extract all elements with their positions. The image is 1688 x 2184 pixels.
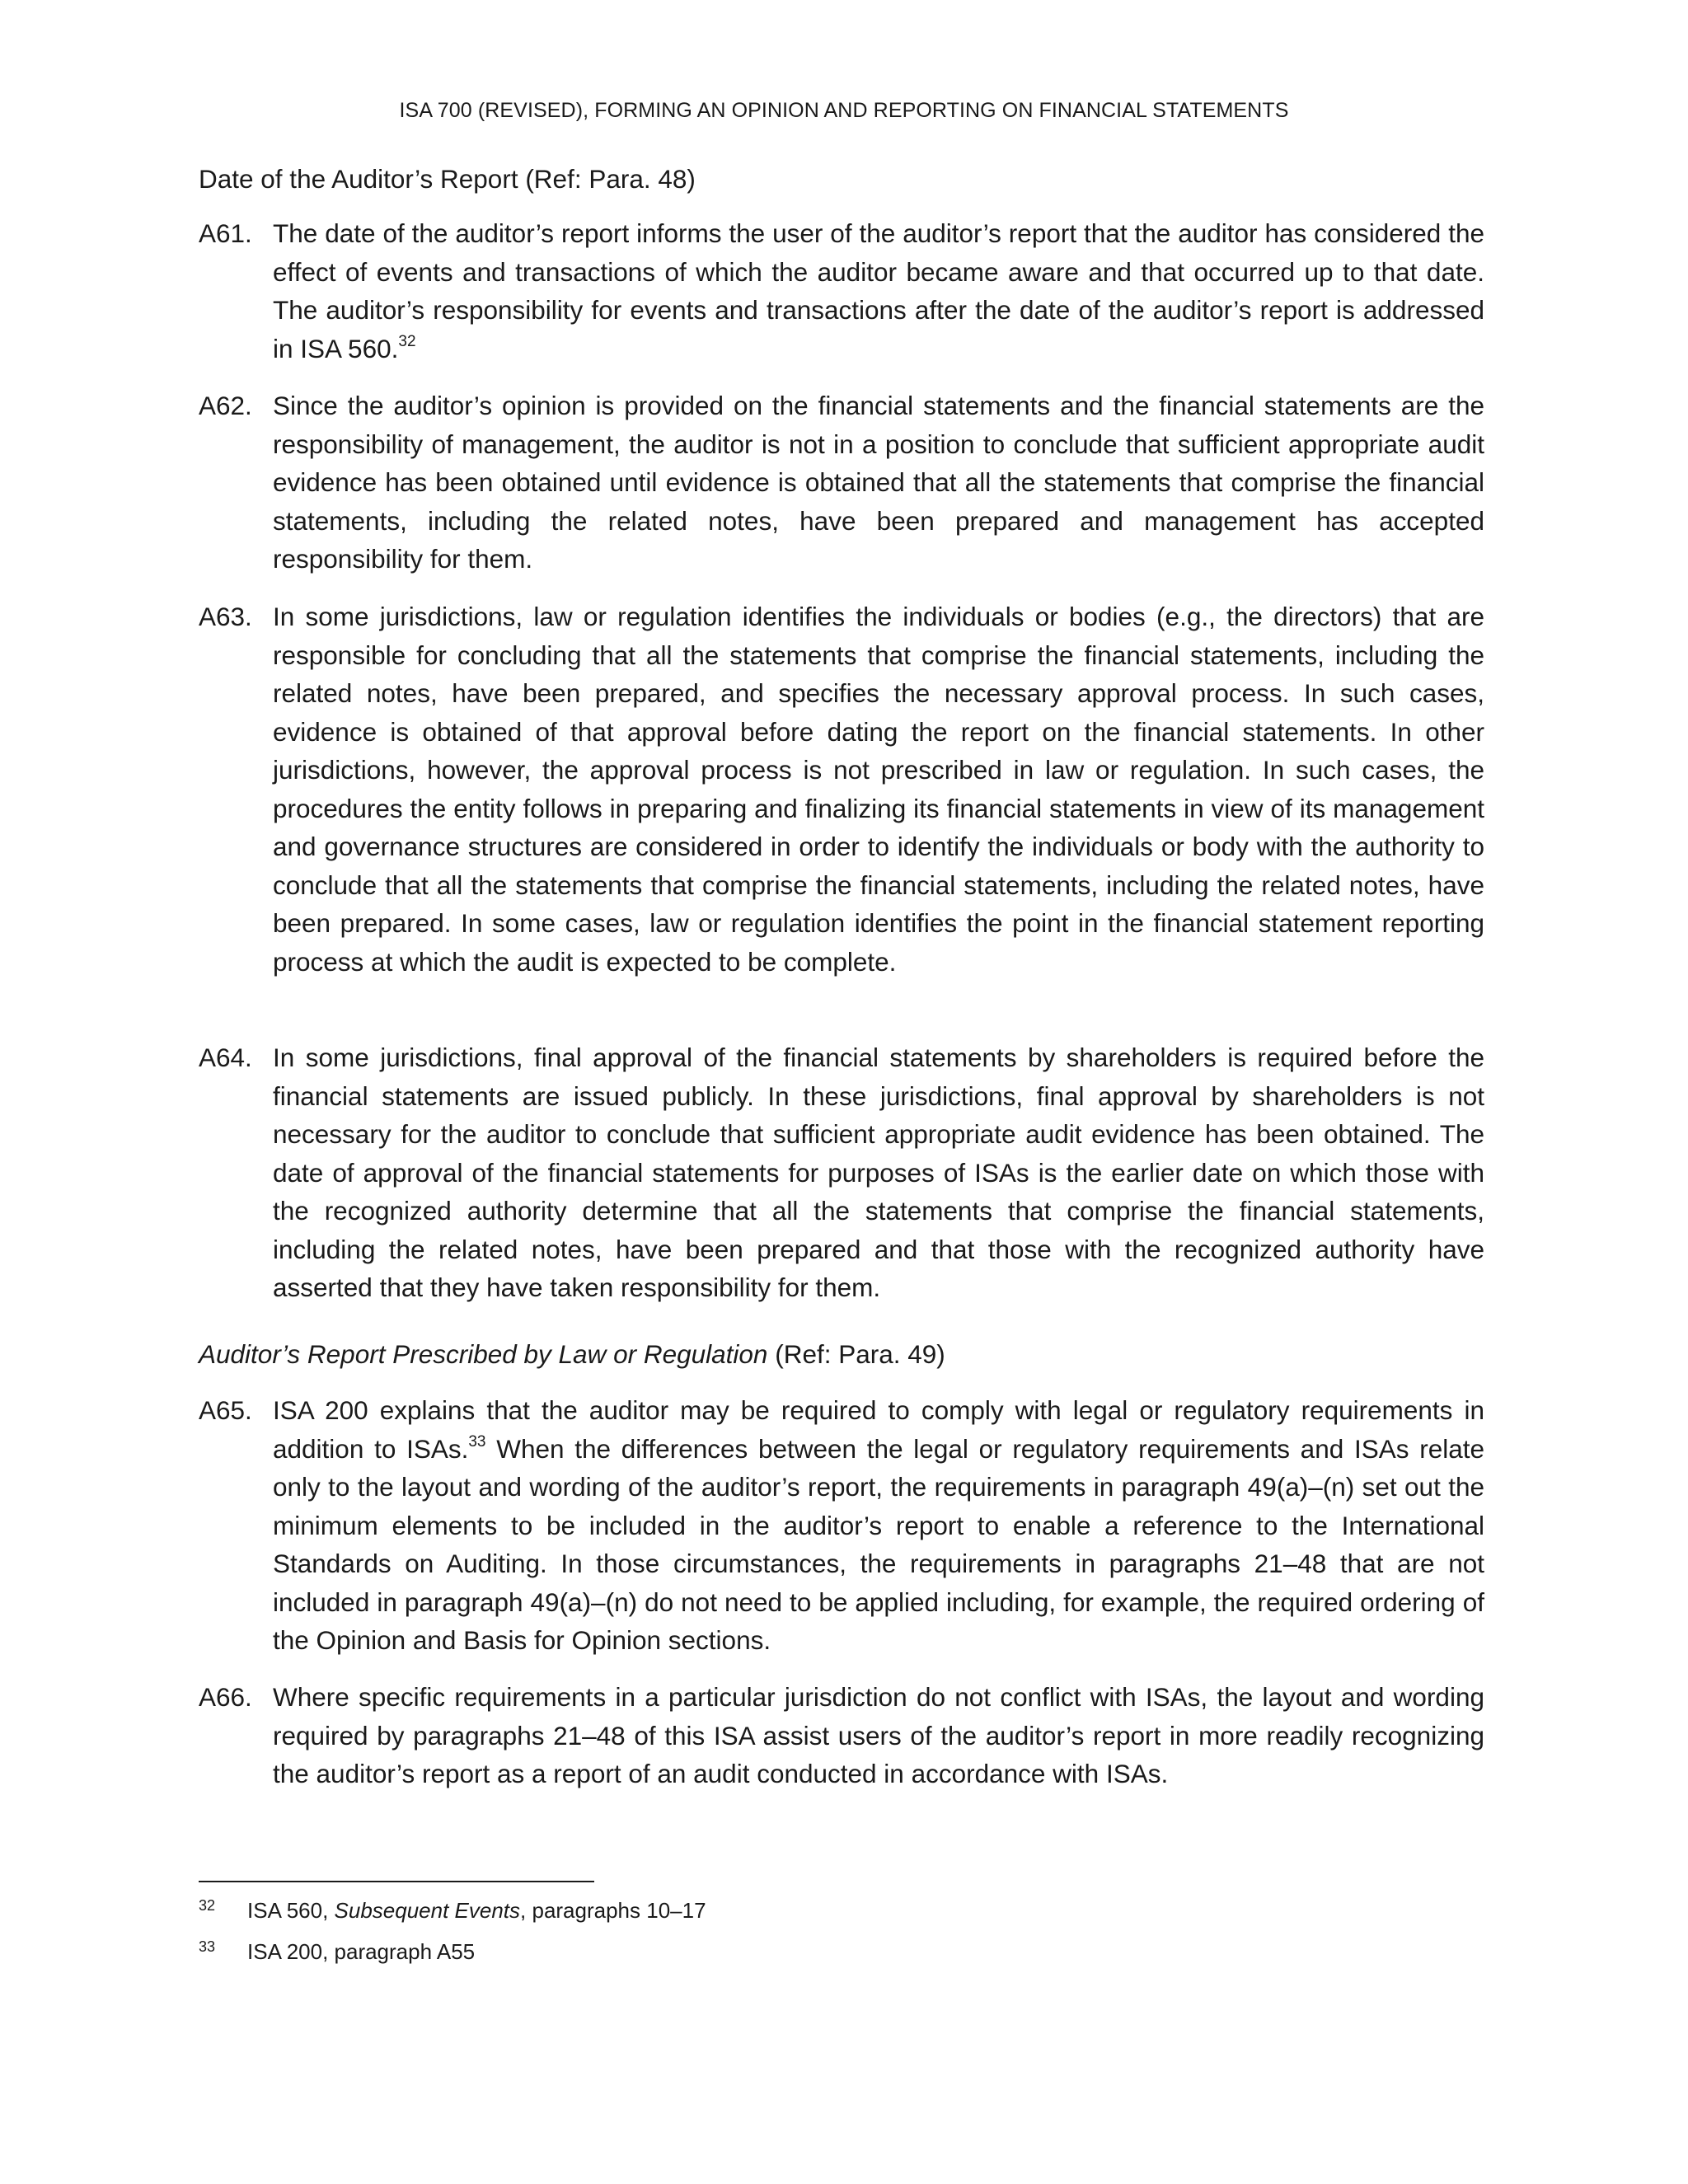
- paragraph-a64: [199, 1038, 1484, 1307]
- footnote-ref-33[interactable]: 33: [468, 1432, 486, 1451]
- footnote-number: 33: [199, 1938, 216, 1955]
- footnote-separator: [199, 1881, 594, 1882]
- paragraph-number: A66.: [199, 1682, 252, 1712]
- footnote-32: [199, 1897, 1435, 1924]
- paragraph-text: In some jurisdictions, law or regulation identifies the individuals or bodies (e.g., the directors) that are responsible for concluding that all the statements that comprise the financial statements, including the related notes, have been prepared, and specifies the necessary approval process. In such cases, evidence is obtained of that approval before dating the report on the financial statements. In other jurisdictions, however, the approval process is not prescribed in law or regulation. In such cases, the procedures the entity follows in preparing and finalizing its financial statements in view of its management and governance structures are considered in order to identify the individuals or body with the authority to conclude that all the statements that comprise the financial statements, including the related notes, have been prepared. In some cases, law or regulation identifies the point in the financial statement reporting process at which the audit is expected to be complete.: [273, 602, 1484, 977]
- paragraph-number: A62.: [199, 391, 252, 420]
- paragraph-a63: [199, 598, 1484, 981]
- footnote-text: ISA 560, Subsequent Events, paragraphs 10–17: [247, 1898, 706, 1923]
- section-heading-prescribed-report: Auditor’s Report Prescribed by Law or Regulation (Ref: Para. 49): [199, 1339, 945, 1369]
- paragraph-a66: [199, 1678, 1484, 1793]
- paragraph-number: A65.: [199, 1395, 252, 1425]
- paragraph-number: A61.: [199, 218, 252, 248]
- paragraph-a62: [199, 387, 1484, 579]
- paragraph-a65: [199, 1391, 1484, 1660]
- paragraph-number: A63.: [199, 602, 252, 631]
- paragraph-number: A64.: [199, 1043, 252, 1072]
- footnote-text: ISA 200, paragraph A55: [247, 1939, 476, 1964]
- footnote-number: 32: [199, 1897, 216, 1914]
- running-header: ISA 700 (REVISED), FORMING AN OPINION AND REPORTING ON FINANCIAL STATEMENTS: [399, 99, 1289, 122]
- paragraph-text: Where specific requirements in a particular jurisdiction do not conflict with ISAs, the layout and wording required by paragraphs 21–48 of this ISA assist users of the auditor’s report in more readily recognizing the auditor’s report as a report of an audit conducted in accordance with ISAs.: [273, 1682, 1484, 1788]
- section-heading-date-of-report: Date of the Auditor’s Report (Ref: Para. 48): [199, 164, 696, 194]
- paragraph-text: In some jurisdictions, final approval of the financial statements by shareholders is required before the financial statements are issued publicly. In these jurisdictions, final approval by shareholders is not necessary for the auditor to conclude that sufficient appropriate audit evidence has been obtained. The date of approval of the financial statements for purposes of ISAs is the earlier date on which those with the recognized authority determine that all the statements that comprise the financial statements, including the related notes, have been prepared and that those with the recognized authority have asserted that they have taken responsibility for them.: [273, 1043, 1484, 1302]
- paragraph-a61: [199, 214, 1484, 368]
- paragraph-text: Since the auditor’s opinion is provided on the financial statements and the financial statements are the responsibility of management, the auditor is not in a position to conclude that sufficient appropriate audit evidence has been obtained until evidence is obtained that all the statements that comprise the financial statements, including the related notes, have been prepared and management has accepted responsibility for them.: [273, 391, 1484, 574]
- footnote-33: [199, 1938, 1435, 1965]
- footnote-ref-32[interactable]: 32: [398, 332, 416, 350]
- paragraph-text: The date of the auditor’s report informs the user of the auditor’s report that the auditor has considered the effect of events and transactions of which the auditor became aware and that occurred up to that date. The auditor’s responsibility for events and transactions after the date of the auditor’s report is addressed in ISA 560.32: [273, 218, 1484, 363]
- paragraph-text: ISA 200 explains that the auditor may be required to comply with legal or regulatory requirements in addition to ISAs.$^{33}$ When the differences between the legal or regulatory requirements and ISAs relate only to the layout and wording of the auditor’s report, the requirements in paragraph 49(a)–(n) set out the minimum elements to be included in the auditor’s report to enable a reference to the International Standards on Auditing. In those circumstances, the requirements in paragraphs 21–48 that are not included in paragraph 49(a)–(n) do not need to be applied including, for example, the required ordering of the Opinion and Basis for Opinion sections.: [273, 1395, 1485, 1655]
